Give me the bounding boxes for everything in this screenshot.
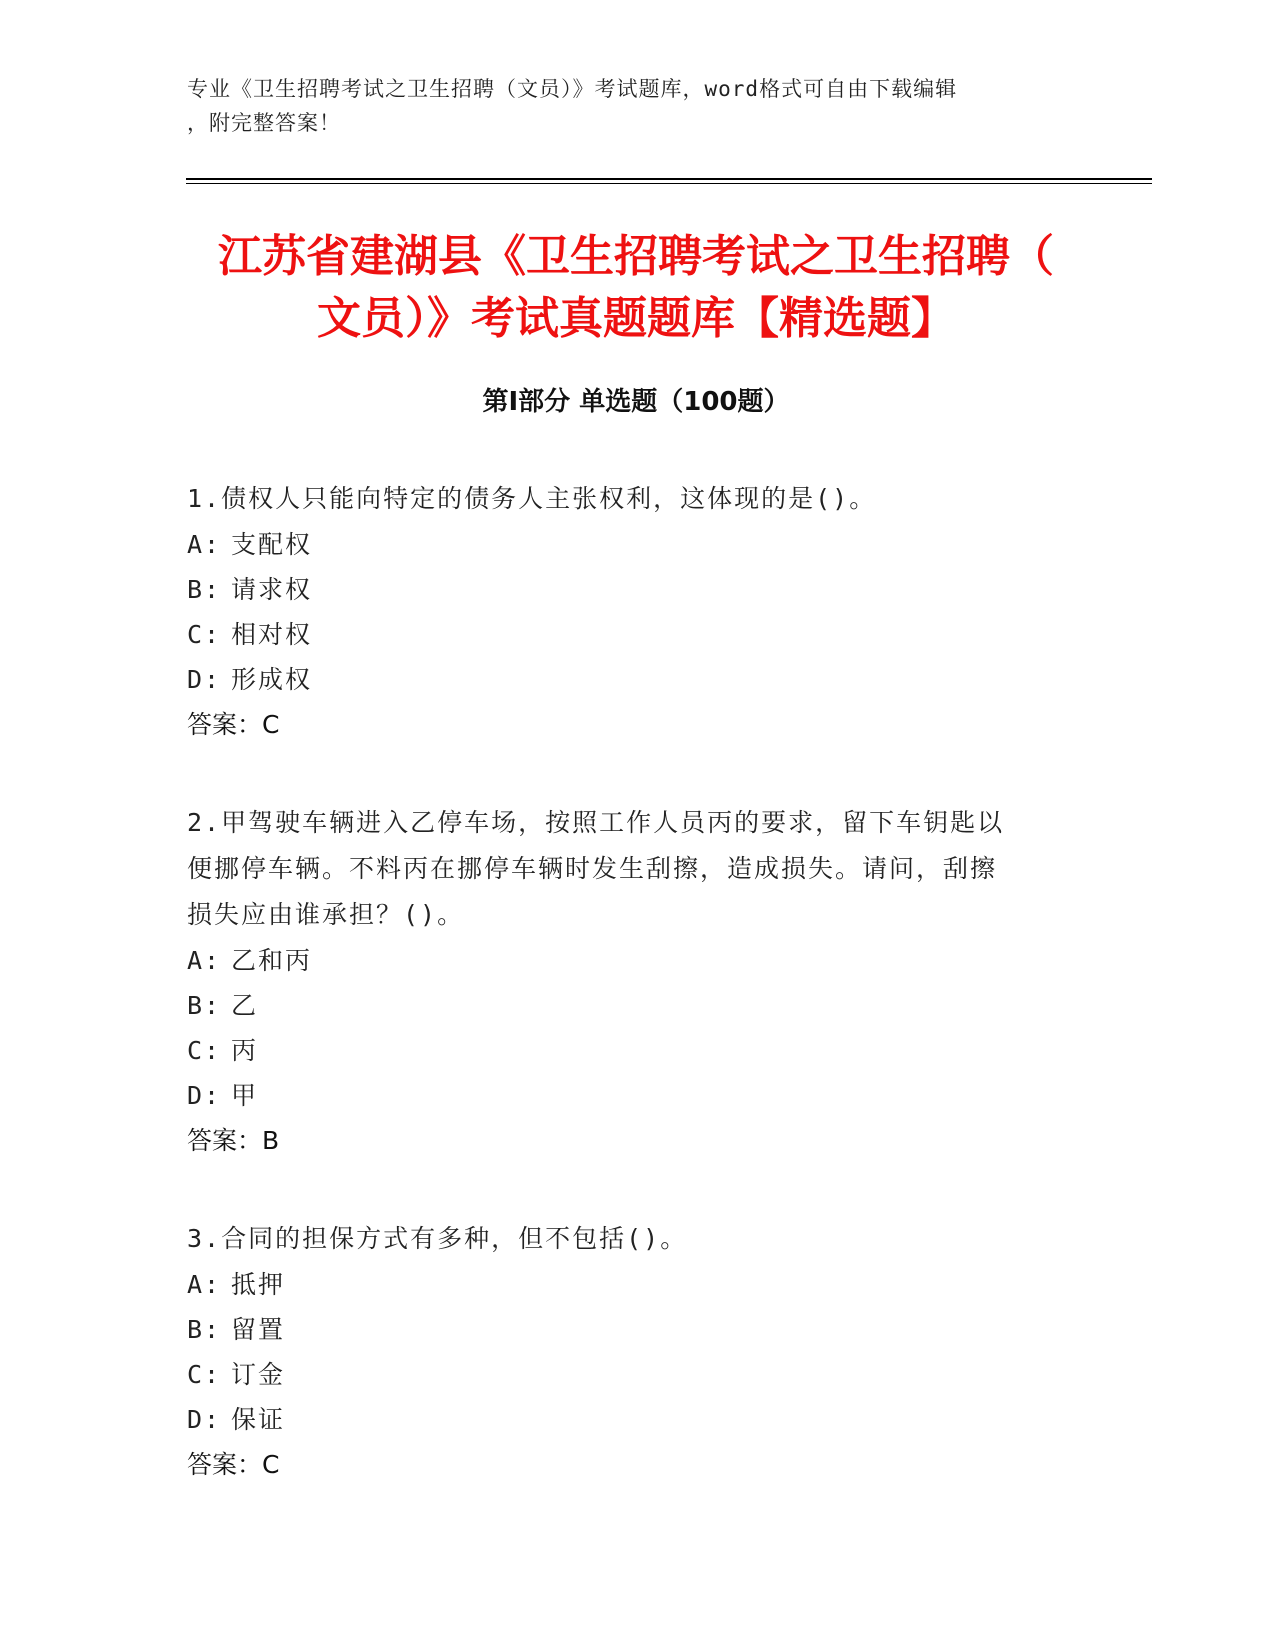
document-title-line-1: 江苏省建湖县《卫生招聘考试之卫生招聘（ (218, 231, 1054, 282)
question-stem: 1.债权人只能向特定的债务人主张权利，这体现的是()。 (187, 484, 877, 513)
header-note (187, 72, 1067, 140)
option-d (187, 657, 1067, 702)
option-text: 请求权 (231, 575, 313, 604)
header-note-line-1: 专业《卫生招聘考试之卫生招聘（文员）》考试题库，word格式可自由下载编辑 (187, 77, 958, 101)
option-letter: D: (187, 1405, 222, 1434)
option-c (187, 1352, 1067, 1397)
question-stem: 3.合同的担保方式有多种，但不包括()。 (187, 1224, 688, 1253)
option-text: 抵押 (231, 1270, 286, 1299)
answer: 答案：B (187, 1126, 280, 1155)
section-heading: 第Ⅰ部分 单选题（100题） (482, 387, 790, 417)
option-text: 保证 (231, 1405, 286, 1434)
option-letter: D: (187, 665, 222, 694)
question-list (187, 476, 1067, 1540)
option-text: 相对权 (231, 620, 313, 649)
question-stem-line-3: 损失应由谁承担？()。 (187, 900, 465, 929)
option-d (187, 1397, 1067, 1442)
option-text: 形成权 (231, 665, 313, 694)
question-2 (187, 800, 1067, 1164)
document-title-line-2: 文员）》考试真题题库【精选题】 (317, 293, 955, 344)
option-a (187, 1262, 1067, 1307)
answer: 答案：C (187, 710, 280, 739)
option-a (187, 938, 1067, 983)
option-letter: B: (187, 1315, 222, 1344)
option-letter: D: (187, 1081, 222, 1110)
document-title (186, 226, 1086, 350)
option-c (187, 612, 1067, 657)
option-text: 订金 (231, 1360, 286, 1389)
question-3 (187, 1216, 1067, 1488)
option-letter: B: (187, 575, 222, 604)
option-letter: C: (187, 1360, 222, 1389)
option-text: 乙和丙 (231, 946, 313, 975)
option-letter: C: (187, 1036, 222, 1065)
option-letter: A: (187, 946, 222, 975)
option-b (187, 567, 1067, 612)
header-note-line-2: ，附完整答案！ (187, 111, 341, 135)
question-stem-line-1: 2.甲驾驶车辆进入乙停车场，按照工作人员丙的要求，留下车钥匙以 (187, 808, 1005, 837)
option-letter: C: (187, 620, 222, 649)
option-text: 甲 (231, 1081, 259, 1110)
option-letter: A: (187, 1270, 222, 1299)
option-text: 支配权 (231, 530, 313, 559)
option-c (187, 1028, 1067, 1073)
option-b (187, 983, 1067, 1028)
option-text: 留置 (231, 1315, 286, 1344)
option-letter: A: (187, 530, 222, 559)
option-a (187, 522, 1067, 567)
option-letter: B: (187, 991, 222, 1020)
header-divider-thin (186, 183, 1152, 184)
answer: 答案：C (187, 1450, 280, 1479)
header-divider-thick (186, 178, 1152, 180)
question-stem-line-2: 便挪停车辆。不料丙在挪停车辆时发生刮擦，造成损失。请问，刮擦 (187, 854, 998, 883)
option-b (187, 1307, 1067, 1352)
question-1 (187, 476, 1067, 748)
option-d (187, 1073, 1067, 1118)
option-text: 乙 (231, 991, 259, 1020)
option-text: 丙 (231, 1036, 259, 1065)
